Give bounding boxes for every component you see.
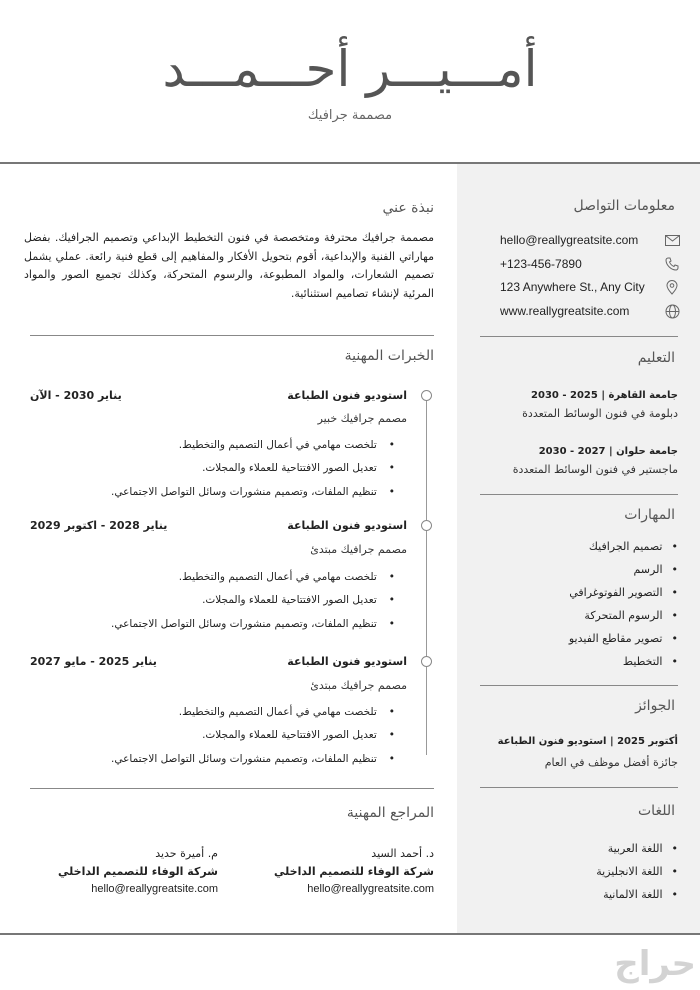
languages-list bbox=[596, 837, 678, 906]
contact-website[interactable] bbox=[500, 301, 680, 321]
list-item: • التصوير الفوتوغرافي bbox=[569, 581, 678, 604]
reference-2 bbox=[58, 847, 218, 901]
job-3-company: استوديو فنون الطباعة bbox=[287, 655, 407, 668]
job-2-role: مصمم جرافيك مبتدئ bbox=[310, 543, 407, 556]
job-1-company: استوديو فنون الطباعة bbox=[287, 389, 407, 402]
list-item: • تلخصت مهامي في أعمال التصميم والتخطيط. bbox=[111, 700, 395, 724]
contact-address-text: 123 Anywhere St., Any City bbox=[500, 280, 645, 294]
contact-email-text: hello@reallygreatsite.com bbox=[500, 233, 639, 247]
job-3-role: مصمم جرافيك مبتدئ bbox=[310, 679, 407, 692]
job-3-duties bbox=[111, 700, 395, 771]
list-item: • تصميم الجرافيك bbox=[569, 535, 678, 558]
resume-header bbox=[0, 0, 700, 164]
contact-heading: معلومات التواصل bbox=[573, 198, 675, 214]
contact-phone-text: +123-456-7890 bbox=[500, 257, 582, 271]
list-item: • تعديل الصور الافتتاحية للعملاء والمجلات. bbox=[111, 589, 395, 613]
award-head: أكتوبر 2025 | استوديو فنون الطباعة bbox=[497, 736, 678, 747]
reference-1-org: شركة الوفاء للتصميم الداخلي bbox=[274, 865, 434, 878]
contact-email[interactable] bbox=[500, 230, 680, 250]
reference-2-name: م. أميرة حديد bbox=[155, 847, 218, 860]
job-1-role: مصمم جرافيك خبير bbox=[317, 412, 407, 425]
sidebar-divider-awards bbox=[480, 787, 678, 788]
list-item: • اللغة العربية bbox=[596, 837, 678, 860]
job-2-duties bbox=[111, 565, 395, 636]
footer-divider bbox=[0, 933, 700, 935]
list-item: • تنظيم الملفات، وتصميم منشورات وسائل التواصل الاجتماعي. bbox=[111, 612, 395, 636]
list-item: • تنظيم الملفات، وتصميم منشورات وسائل التواصل الاجتماعي. bbox=[111, 480, 395, 504]
job-2-company: استوديو فنون الطباعة bbox=[287, 519, 407, 532]
awards-heading: الجوائز bbox=[635, 698, 675, 714]
person-name: أمـــيـــر أحـــمـــد bbox=[162, 40, 538, 98]
sidebar-divider-skills bbox=[480, 685, 678, 686]
list-item: • التخطيط bbox=[569, 650, 678, 673]
about-heading: نبذة عني bbox=[382, 200, 434, 216]
education-2-degree: ماجستير في فنون الوسائط المتعددة bbox=[512, 463, 678, 476]
main-divider-experience bbox=[30, 788, 434, 789]
references-heading: المراجع المهنية bbox=[346, 805, 434, 821]
list-item: • اللغة الانجليزية bbox=[596, 860, 678, 883]
reference-2-org: شركة الوفاء للتصميم الداخلي bbox=[58, 865, 218, 878]
skills-list bbox=[569, 535, 678, 673]
job-title: مصممة جرافيك bbox=[307, 108, 393, 123]
timeline-dot bbox=[421, 656, 432, 667]
mail-icon bbox=[664, 232, 680, 248]
timeline-dot bbox=[421, 390, 432, 401]
education-1-degree: دبلومة في فنون الوسائط المتعددة bbox=[522, 407, 678, 420]
about-text: مصممة جرافيك محترفة ومتخصصة في فنون التخطيط الإبداعي وتصميم الجرافيك. بفضل مهاراتي الفنية والإبداعية، أقوم بتحويل الأفكار والمفاهيم إلى قطع فنية رائعة. عملي يشمل تصميم الشعارات، والمواد المطبوعة، والرسوم المتحركة، وكذلك تجميع الصور والمواد المرئية لإنشاء تصاميم استثنائية. bbox=[24, 231, 434, 300]
job-1-duties bbox=[111, 433, 395, 504]
globe-icon bbox=[664, 303, 680, 319]
contact-address bbox=[500, 277, 680, 297]
reference-1-email[interactable]: hello@reallygreatsite.com bbox=[307, 883, 434, 895]
languages-heading: اللغات bbox=[638, 803, 675, 819]
job-3-dates: يناير 2025 - مايو 2027 bbox=[30, 655, 157, 668]
reference-1 bbox=[274, 847, 434, 901]
sidebar-divider-education bbox=[480, 494, 678, 495]
education-1-head: جامعة القاهرة | 2025 - 2030 bbox=[531, 390, 678, 401]
main-divider-about bbox=[30, 335, 434, 336]
job-2-dates: يناير 2028 - اكتوبر 2029 bbox=[30, 519, 168, 532]
location-pin-icon bbox=[664, 279, 680, 295]
job-1-dates: يناير 2030 - الآن bbox=[30, 389, 122, 402]
award-name: جائزة أفضل موظف في العام bbox=[544, 756, 678, 769]
sidebar-divider-contact bbox=[480, 336, 678, 337]
list-item: • الرسم bbox=[569, 558, 678, 581]
list-item: • تلخصت مهامي في أعمال التصميم والتخطيط. bbox=[111, 433, 395, 457]
reference-2-email[interactable]: hello@reallygreatsite.com bbox=[91, 883, 218, 895]
contact-website-text: www.reallygreatsite.com bbox=[500, 304, 630, 318]
contact-phone[interactable] bbox=[500, 254, 680, 274]
education-2-head: جامعة حلوان | 2027 - 2030 bbox=[538, 446, 678, 457]
reference-1-name: د. أحمد السيد bbox=[371, 847, 434, 860]
list-item: • تنظيم الملفات، وتصميم منشورات وسائل التواصل الاجتماعي. bbox=[111, 747, 395, 771]
phone-icon bbox=[664, 256, 680, 272]
education-heading: التعليم bbox=[637, 350, 675, 366]
list-item: • اللغة الالمانية bbox=[596, 883, 678, 906]
list-item: • الرسوم المتحركة bbox=[569, 604, 678, 627]
watermark-logo: حراج bbox=[614, 944, 696, 984]
timeline-line bbox=[426, 395, 427, 755]
timeline-dot bbox=[421, 520, 432, 531]
list-item: • تلخصت مهامي في أعمال التصميم والتخطيط. bbox=[111, 565, 395, 589]
list-item: • تصوير مقاطع الفيديو bbox=[569, 627, 678, 650]
list-item: • تعديل الصور الافتتاحية للعملاء والمجلات. bbox=[111, 724, 395, 748]
experience-heading: الخبرات المهنية bbox=[344, 348, 434, 364]
list-item: • تعديل الصور الافتتاحية للعملاء والمجلات. bbox=[111, 457, 395, 481]
skills-heading: المهارات bbox=[624, 507, 675, 523]
